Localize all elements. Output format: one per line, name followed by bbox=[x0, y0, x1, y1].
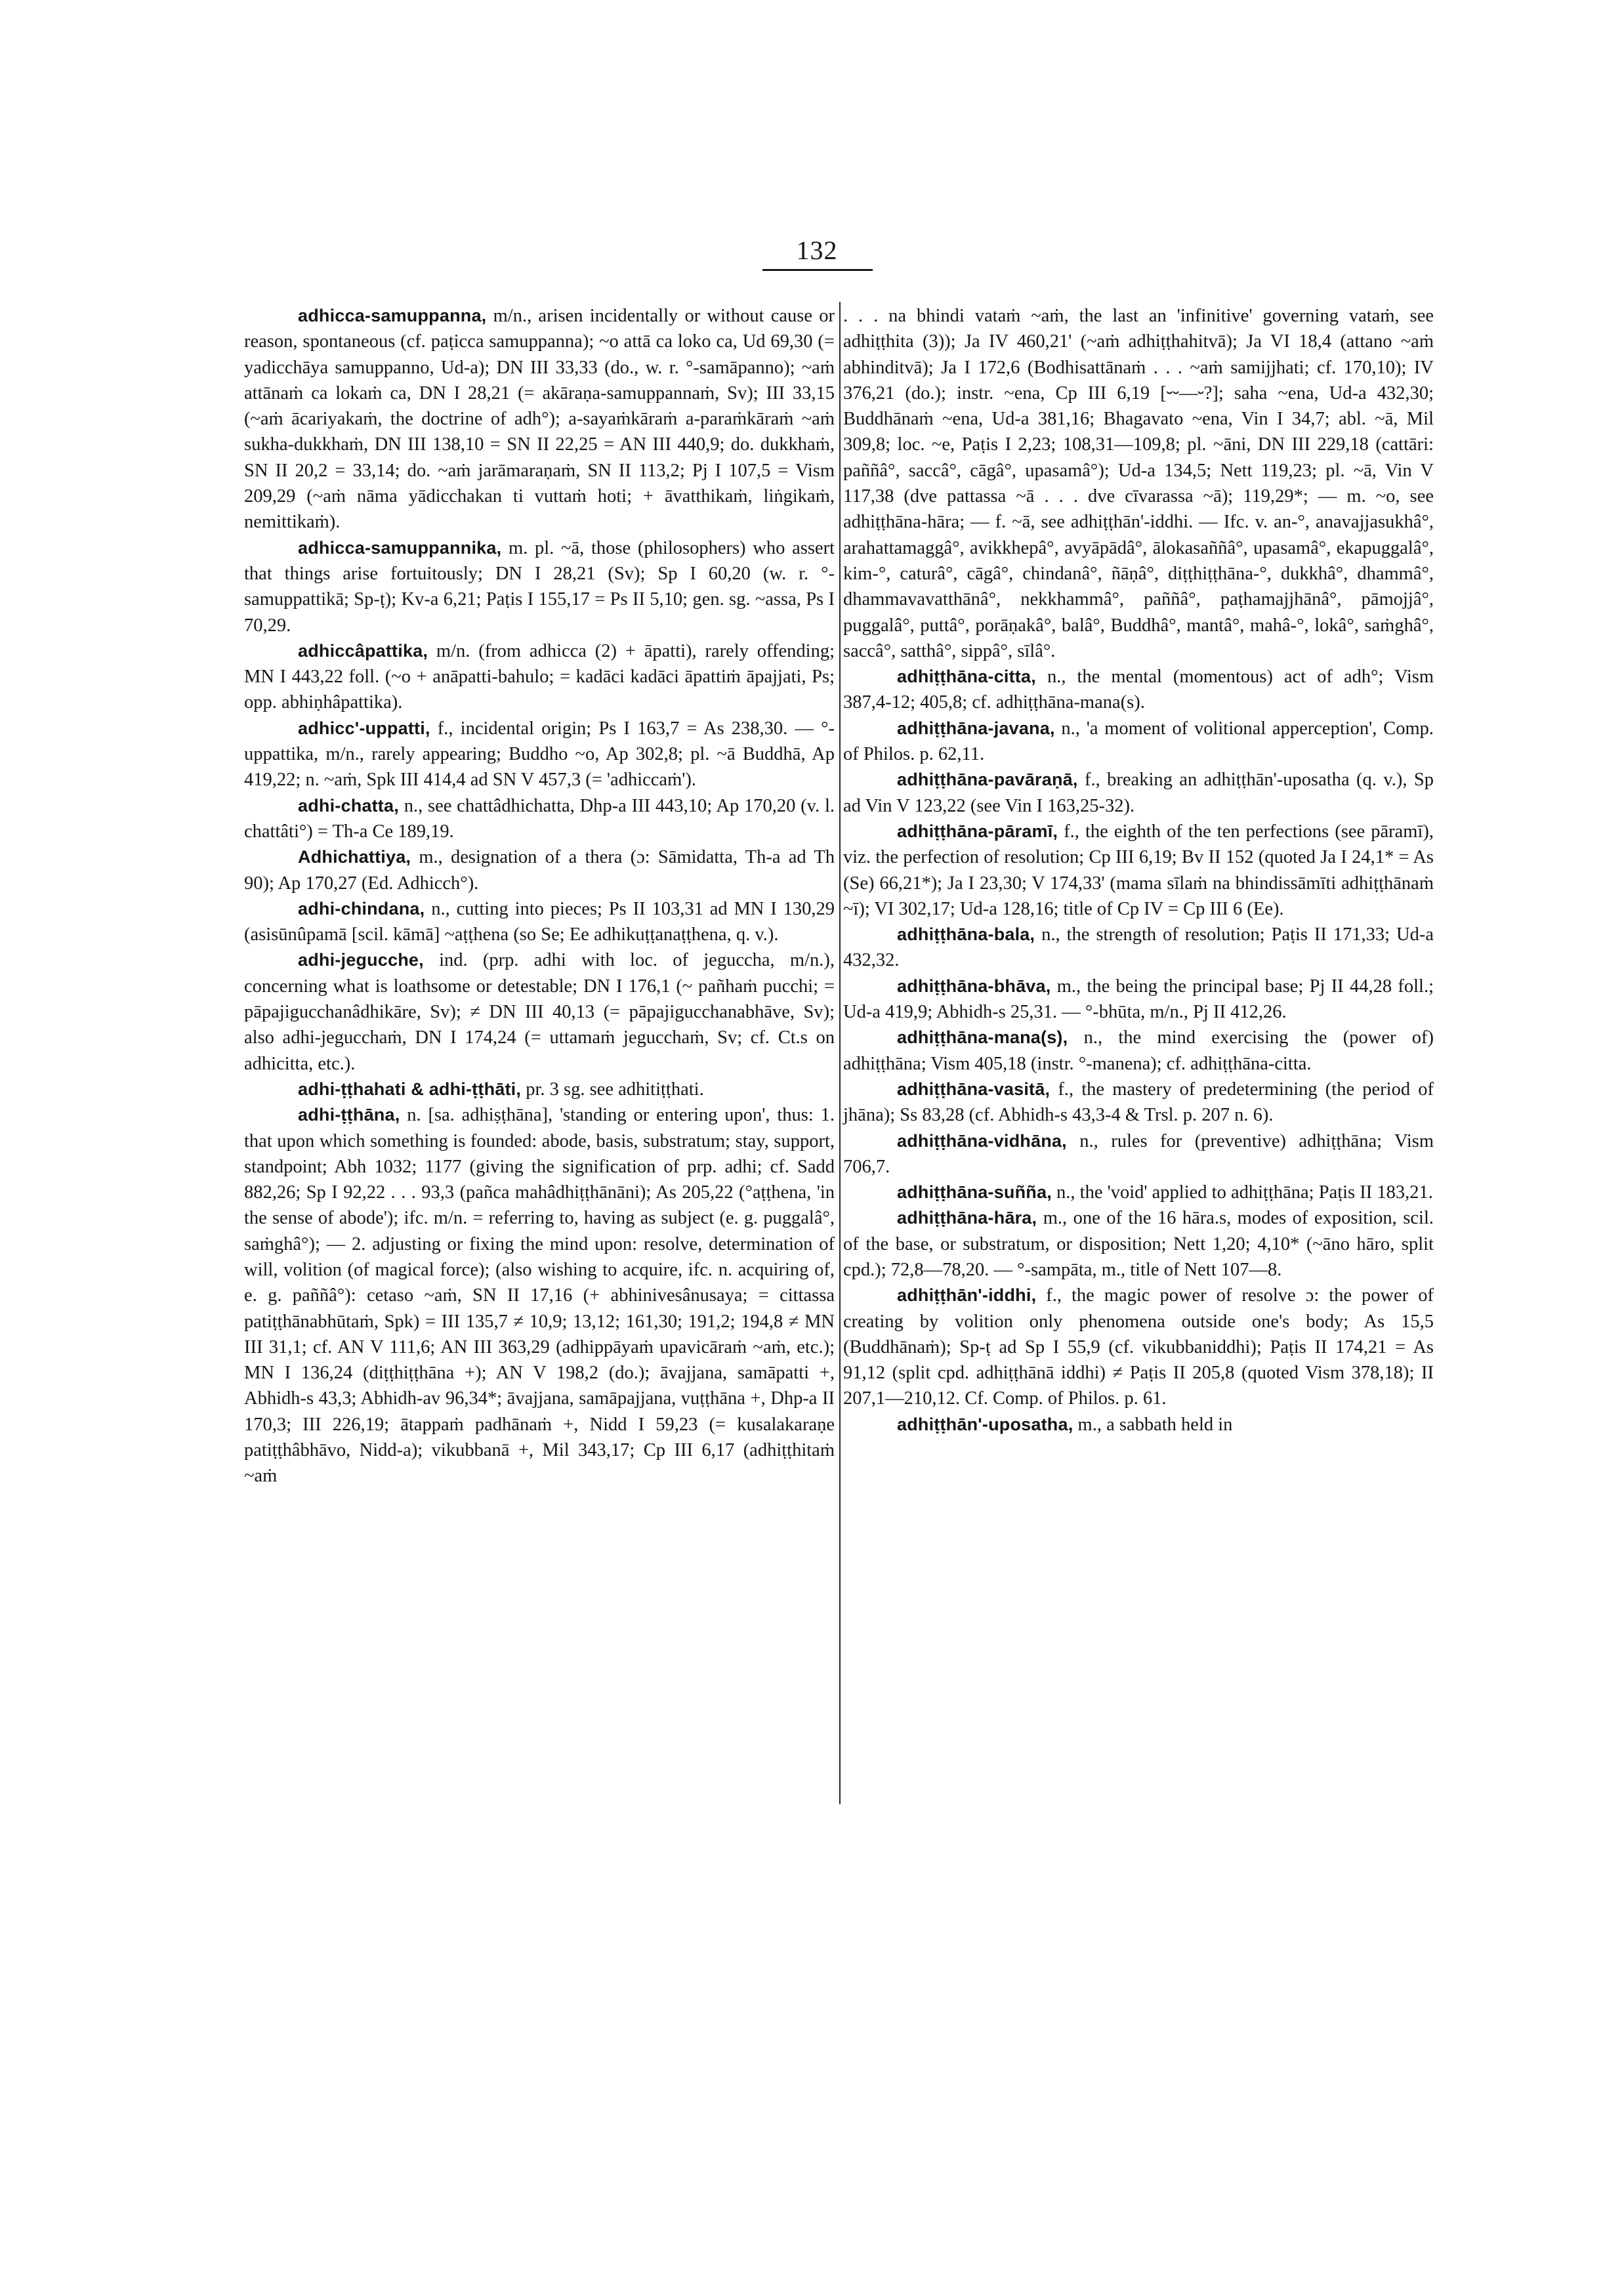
dictionary-entry bbox=[843, 974, 1434, 1025]
dictionary-entry bbox=[244, 793, 835, 845]
entry-headword: adhiṭṭhāna-bhāva, bbox=[897, 976, 1051, 996]
entry-headword: adhiṭṭhāna-pāramī, bbox=[897, 821, 1058, 841]
entry-definition: f., the mastery of predetermining (the period of jhāna); Ss 83,28 (cf. Abhidh-s 43,3-4 & Trsl. p. 207 n. 6). bbox=[843, 1079, 1434, 1126]
entry-headword: adhi-jegucche, bbox=[298, 950, 424, 970]
entry-definition: n., the strength of resolution; Paṭis II 171,33; Ud-a 432,32. bbox=[843, 924, 1434, 971]
entry-headword: adhiṭṭhāna-vidhāna, bbox=[897, 1130, 1067, 1151]
entry-definition: pr. 3 sg. see adhitiṭṭhati. bbox=[521, 1079, 704, 1100]
entry-definition: n., see chattâdhichatta, Dhp-a III 443,10; Ap 170,20 (v. l. chattâti°) = Th-a Ce 189,19. bbox=[244, 795, 835, 842]
entry-definition: m., designation of a thera (ɔ: Sāmidatta, Th-a ad Th 90); Ap 170,27 (Ed. Adhicch°). bbox=[244, 847, 835, 894]
dictionary-entry bbox=[244, 1102, 835, 1489]
entry-definition: m., a sabbath held in bbox=[1073, 1414, 1233, 1435]
entry-definition: m/n., arisen incidentally or without cause or reason, spontaneous (cf. paṭicca samuppanna); ~o attā ca loko ca, Ud 69,30 (= yadicchāya samuppanno, Ud-a); DN III 33,33 (do., w. r. °-samāpanno); ~aṁ attānaṁ ca lokaṁ ca, DN I 28,21 (= akāraṇa-samuppannaṁ, Sv); III 33,15 (~aṁ ācariyakaṁ, the doctrine of adh°); a-sayaṁkāraṁ a-paraṁkāraṁ ~aṁ sukha-dukkhaṁ, DN III 138,10 = SN II 22,25 = AN III 440,9; do. dukkhaṁ, SN II 20,2 = 33,14; do. ~aṁ jarāmaraṇaṁ, SN II 113,2; Pj I 107,5 = Vism 209,29 (~aṁ nāma yādicchakan ti vuttaṁ hoti; + āvatthikaṁ, liṅgikaṁ, nemittikaṁ). bbox=[244, 306, 835, 533]
dictionary-entry bbox=[244, 1077, 835, 1102]
dictionary-entry bbox=[843, 303, 1434, 664]
entry-headword: adhiṭṭhāna-bala, bbox=[897, 924, 1035, 945]
entry-headword: adhiṭṭhān'-uposatha, bbox=[897, 1414, 1073, 1434]
entry-headword: adhi-ṭṭhāna, bbox=[298, 1105, 400, 1125]
page-number: 132 bbox=[796, 236, 838, 265]
entry-definition: n., 'a moment of volitional apperception', Comp. of Philos. p. 62,11. bbox=[843, 718, 1434, 765]
dictionary-entry bbox=[843, 767, 1434, 819]
entry-headword: adhiccâpattika, bbox=[298, 640, 428, 661]
entry-definition: m/n. (from adhicca (2) + āpatti), rarely offending; MN I 443,22 foll. (~o + anāpatti-bahulo; = kadāci kadāci āpattiṁ āpajjati, Ps; opp. abhiṇhâpattika). bbox=[244, 640, 835, 713]
entry-headword: adhiṭṭhāna-mana(s), bbox=[897, 1027, 1068, 1048]
entry-definition: m. pl. ~ā, those (philosophers) who assert that things arise fortuitously; DN I 28,21 (Sv); Sp I 60,20 (w. r. °-samuppattikā; Sp-ṭ); Kv-a 6,21; Paṭis I 155,17 = Ps II 5,10; gen. sg. ~assa, Ps I 70,29. bbox=[244, 537, 835, 636]
entry-definition: f., the magic power of resolve ɔ: the power of creating by volition only phenomena outside one's body; As 15,5 (Buddhānaṁ); Sp-ṭ ad Sp I 55,9 (cf. vikubbaniddhi); Paṭis II 174,21 = As 91,12 (split cpd. adhiṭṭhānā iddhi) ≠ Paṭis II 205,8 (quoted Vism 378,18); II 207,1—210,12. Cf. Comp. of Philos. p. 61. bbox=[843, 1285, 1434, 1409]
dictionary-entry bbox=[843, 1128, 1434, 1180]
entry-headword: adhiṭṭhāna-javana, bbox=[897, 718, 1055, 738]
dictionary-entry bbox=[244, 896, 835, 948]
entry-definition: m., one of the 16 hāra.s, modes of exposition, scil. of the base, or substratum, or disposition; Nett 1,20; 4,10* (~āno hāro, split cpd.); 72,8—78,20. — °-sampāta, m., title of Nett 107—8. bbox=[843, 1208, 1434, 1280]
entry-headword: adhiṭṭhāna-citta, bbox=[897, 667, 1036, 687]
dictionary-entry bbox=[843, 1283, 1434, 1411]
dictionary-entry bbox=[843, 819, 1434, 922]
header-rule bbox=[762, 269, 873, 271]
entry-definition: n., cutting into pieces; Ps II 103,31 ad MN I 130,29 (asisūnûpamā [scil. kāmā] ~aṭṭhena (so Se; Ee adhikuṭṭanaṭṭhena, q. v.). bbox=[244, 898, 835, 945]
entry-definition: m., the being the principal base; Pj II 44,28 foll.; Ud-a 419,9; Abhidh-s 25,31. — °-bhūta, m/n., Pj II 412,26. bbox=[843, 976, 1434, 1023]
entry-headword: adhiṭṭhān'-iddhi, bbox=[897, 1285, 1037, 1306]
left-column bbox=[244, 303, 835, 1489]
entry-headword: adhiṭṭhāna-vasitā, bbox=[897, 1079, 1051, 1099]
entry-headword: adhiṭṭhāna-hāra, bbox=[897, 1208, 1037, 1228]
entry-headword: adhi-ṭṭhahati & adhi-ṭṭhāti, bbox=[298, 1079, 522, 1099]
entry-definition: n., the mental (momentous) act of adh°; Vism 387,4-12; 405,8; cf. adhiṭṭhāna-mana(s). bbox=[843, 667, 1434, 713]
entry-headword: adhicc'-uppatti, bbox=[298, 718, 430, 738]
entry-headword: adhiṭṭhāna-suñña, bbox=[897, 1182, 1052, 1203]
entry-headword: adhi-chindana, bbox=[298, 898, 425, 919]
dictionary-entry bbox=[843, 1180, 1434, 1205]
entry-definition: . . . na bhindi vataṁ ~aṁ, the last an 'infinitive' governing vataṁ, see adhiṭṭhita (3)); Ja IV 460,21' (~aṁ adhiṭṭhahitvā); Ja VI 18,4 (attano ~aṁ abhinditvā); Ja I 172,6 (Bodhisattānaṁ . . . ~aṁ samijjhati; cf. 170,10); IV 376,21 (do.); instr. ~ena, Cp III 6,19 [⏑⏑––⏑?]; saha ~ena, Ud-a 432,30; Buddhānaṁ ~ena, Ud-a 381,16; Bhagavato ~ena, Vin I 34,7; abl. ~ā, Mil 309,8; loc. ~e, Paṭis I 2,23; 108,31—109,8; pl. ~āni, DN III 229,18 (cattāri: paññâ°, saccâ°, cāgâ°, upasamâ°); Ud-a 134,5; Nett 119,23; pl. ~ā, Vin V 117,38 (dve pattassa ~ā . . . dve cīvarassa ~ā); 119,29*; — m. ~o, see adhiṭṭhāna-hāra; — f. ~ā, see adhiṭṭhān'-iddhi. — Ifc. v. an-°, anavajjasukhâ°, arahattamaggâ°, avikkhepâ°, avyāpādâ°, ālokasaññâ°, upasamâ°, ekapuggalâ°, kim-°, caturâ°, cāgâ°, chindanâ°, ñāṇâ°, diṭṭhiṭṭhāna-°, dukkhâ°, dhammâ°, dhammavavatthānâ°, nekkhammâ°, paññâ°, paṭhamajjhānâ°, pāmojjâ°, puggalâ°, puttâ°, porāṇakâ°, balâ°, Buddhâ°, mantâ°, mahâ-°, lokâ°, saṁghâ°, saccâ°, satthâ°, sippâ°, sīlâ°. bbox=[843, 306, 1434, 661]
column-divider bbox=[839, 302, 841, 1804]
dictionary-entry bbox=[843, 716, 1434, 768]
dictionary-entry bbox=[843, 1077, 1434, 1128]
dictionary-entry bbox=[843, 664, 1434, 716]
entry-definition: ind. (prp. adhi with loc. of jeguccha, m/n.), concerning what is loathsome or detestable; DN I 176,1 (~ pañhaṁ pucchi; = pāpajigucchanâdhikāre, Sv); ≠ DN III 40,13 (= pāpajigucchanabhāve, Sv); also adhi-jegucchaṁ, DN I 174,24 (= uttamaṁ jegucchaṁ, Sv; cf. Ct.s on adhicitta, etc.). bbox=[244, 950, 835, 1074]
entry-headword: adhicca-samuppannika, bbox=[298, 537, 502, 558]
right-column bbox=[843, 303, 1434, 1437]
entry-headword: Adhichattiya, bbox=[298, 847, 411, 867]
dictionary-entry bbox=[244, 638, 835, 716]
entry-definition: n., the mind exercising the (power of) adhiṭṭhāna; Vism 405,18 (instr. °-manena); cf. adhiṭṭhāna-citta. bbox=[843, 1027, 1434, 1074]
entry-headword: adhi-chatta, bbox=[298, 795, 399, 816]
entry-definition: f., breaking an adhiṭṭhān'-uposatha (q. v.), Sp ad Vin V 123,22 (see Vin I 163,25-32). bbox=[843, 770, 1434, 816]
dictionary-entry bbox=[843, 1412, 1434, 1437]
entry-definition: f., incidental origin; Ps I 163,7 = As 238,30. — °-uppattika, m/n., rarely appearing; Buddho ~o, Ap 302,8; pl. ~ā Buddhā, Ap 419,22; n. ~aṁ, Spk III 414,4 ad SN V 457,3 (= 'adhiccaṁ'). bbox=[244, 718, 835, 791]
dictionary-entry bbox=[244, 535, 835, 638]
entry-definition: n. [sa. adhiṣṭhāna], 'standing or entering upon', thus: 1. that upon which something is founded: abode, basis, substratum; stay, support, standpoint; Abh 1032; 1177 (giving the signification of prp. adhi; cf. Sadd 882,26; Sp I 92,22 . . . 93,3 (pañca mahâdhiṭṭhānāni); As 205,22 (°aṭṭhena, 'in the sense of abode'); ifc. m/n. = referring to, having as subject (e. g. puggalâ°, saṁghâ°); — 2. adjusting or fixing the mind upon: resolve, determination of will, volition (of magical force); (also wishing to acquire, ifc. n. acquiring of, e. g. paññâ°): cetaso ~aṁ, SN II 17,16 (+ abhinivesânusaya; = cittassa patiṭṭhānabhūtaṁ, Spk) = III 135,7 ≠ 10,9; 13,12; 161,30; 191,2; 194,8 ≠ MN III 31,1; cf. AN V 111,6; AN III 363,29 (adhippāyaṁ upavicāraṁ ~aṁ, etc.); MN I 136,24 (diṭṭhiṭṭhāna +); AN V 198,2 (do.); āvajjana, samāpatti +, Abhidh-s 43,3; Abhidh-av 96,34*; āvajjana, samāpajjana, vuṭṭhāna +, Dhp-a II 170,3; III 226,19; ātappaṁ padhānaṁ +, Nidd I 59,23 (= kusalakaraṇe patiṭṭhâbhāvo, Nidd-a); vikubbanā +, Mil 343,17; Cp III 6,17 (adhiṭṭhitaṁ ~aṁ bbox=[244, 1105, 835, 1487]
entry-headword: adhiṭṭhāna-pavāraṇā, bbox=[897, 770, 1078, 790]
dictionary-entry bbox=[843, 1205, 1434, 1283]
dictionary-entry bbox=[244, 303, 835, 535]
entry-definition: n., rules for (preventive) adhiṭṭhāna; Vism 706,7. bbox=[843, 1130, 1434, 1177]
entry-definition: f., the eighth of the ten perfections (see pāramī), viz. the perfection of resolution; Cp III 6,19; Bv II 152 (quoted Ja I 24,1* = As (Se) 66,21*); Ja I 23,30; V 174,33' (mama sīlaṁ na bhindissāmīti adhiṭṭhānaṁ ~ī); VI 302,17; Ud-a 128,16; title of Cp IV = Cp III 6 (Ee). bbox=[843, 821, 1434, 919]
dictionary-entry bbox=[843, 922, 1434, 974]
dictionary-entry bbox=[843, 1025, 1434, 1077]
dictionary-entry bbox=[244, 716, 835, 793]
dictionary-entry bbox=[244, 844, 835, 896]
entry-headword: adhicca-samuppanna, bbox=[298, 306, 487, 325]
entry-definition: n., the 'void' applied to adhiṭṭhāna; Paṭis II 183,21. bbox=[1051, 1182, 1433, 1203]
dictionary-entry bbox=[244, 947, 835, 1076]
